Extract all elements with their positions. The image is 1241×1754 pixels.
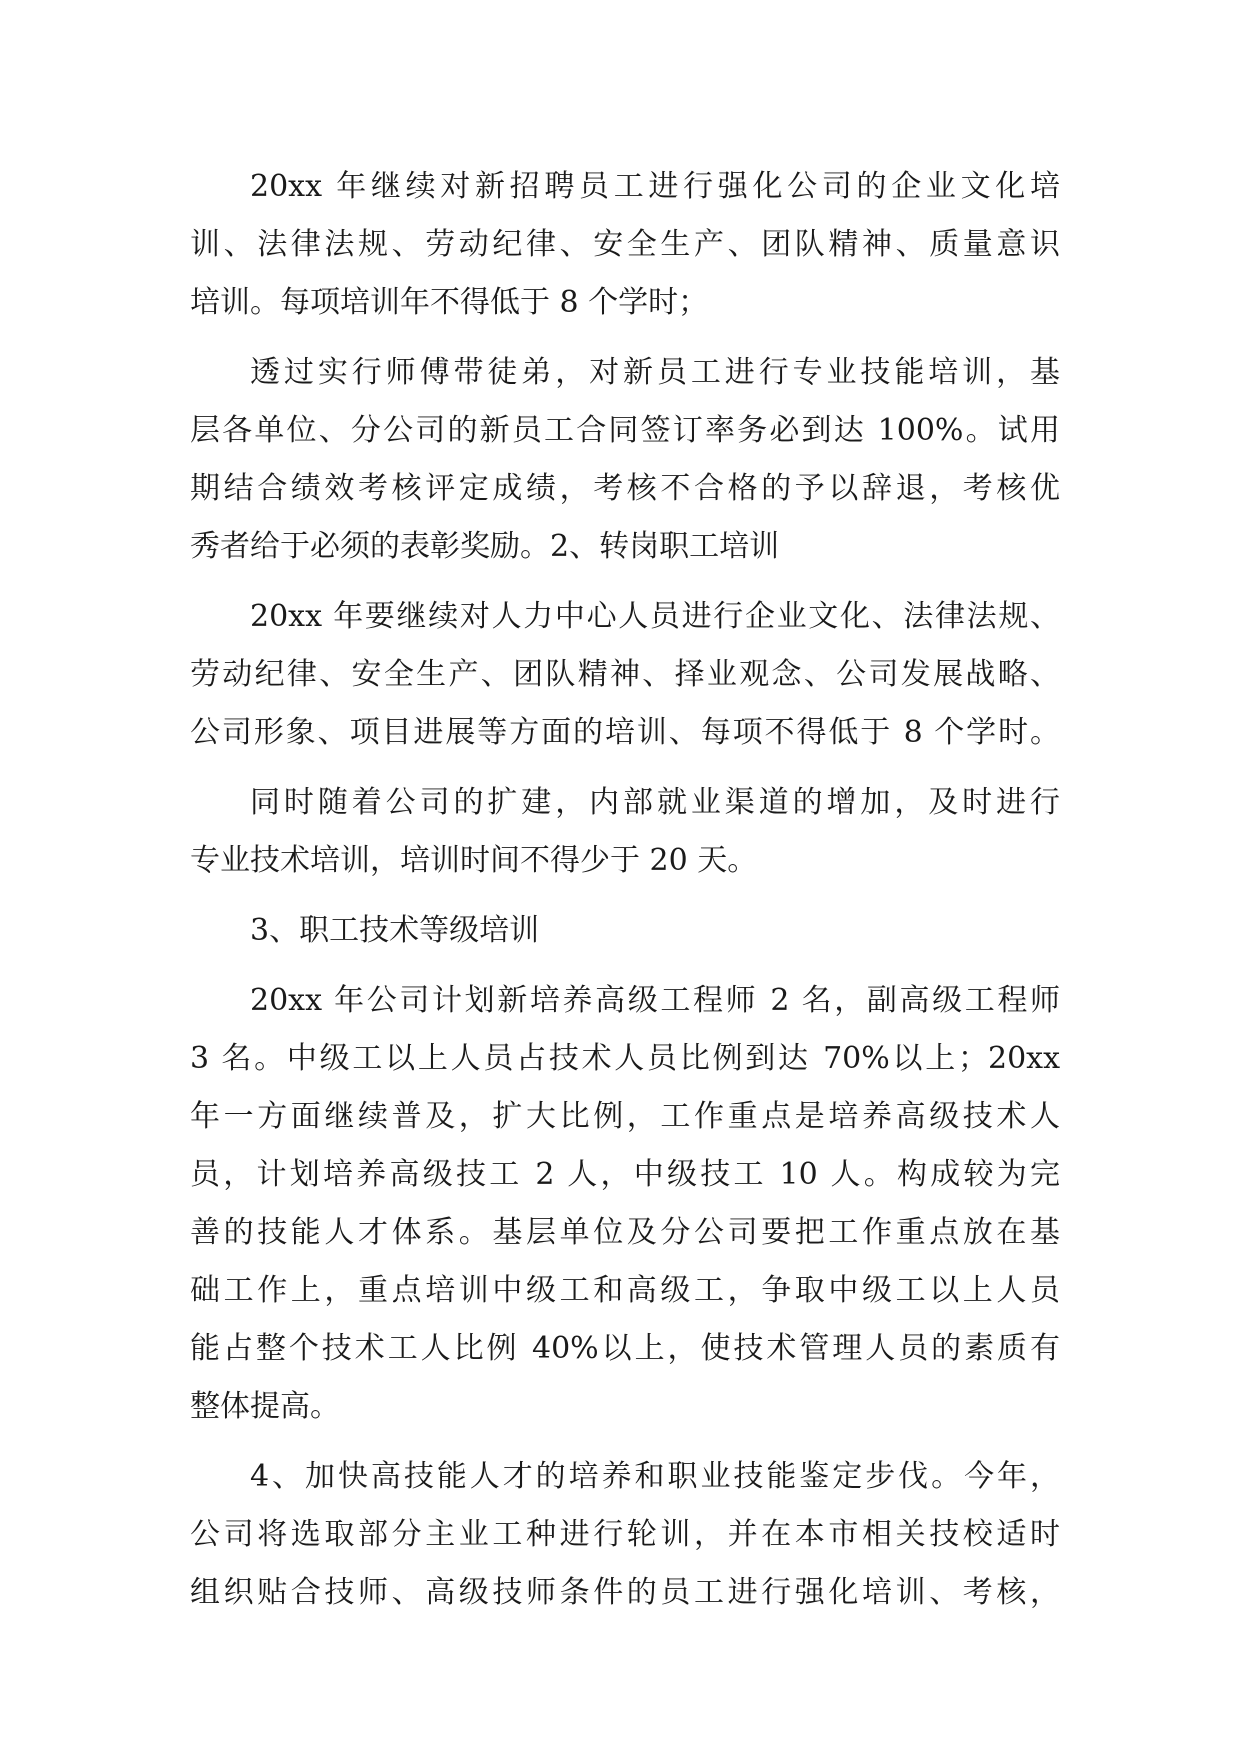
- text-line: 能占整个技术工人比例 40%以上，使技术管理人员的素质有: [190, 1331, 1060, 1366]
- text-line: 层各单位、分公司的新员工合同签订率务必到达 100%。试用: [190, 413, 1060, 448]
- text-line: 同时随着公司的扩建，内部就业渠道的增加，及时进行: [250, 785, 1060, 820]
- text-line: 公司形象、项目进展等方面的培训、每项不得低于 8 个学时。: [190, 715, 1060, 750]
- text-line: 20xx 年要继续对人力中心人员进行企业文化、法律法规、: [250, 599, 1060, 634]
- paragraph-expansion: [190, 774, 1060, 890]
- text-line: 年一方面继续普及，扩大比例，工作重点是培养高级技术人: [190, 1099, 1060, 1134]
- text-line: 整体提高。: [190, 1389, 340, 1424]
- text-line: 3、职工技术等级培训: [250, 913, 540, 948]
- text-line: 培训。每项培训年不得低于 8 个学时；: [190, 285, 709, 320]
- paragraph-engineer-plan: [190, 972, 1060, 1436]
- text-line: 4、加快高技能人才的培养和职业技能鉴定步伐。今年，: [250, 1459, 1060, 1494]
- paragraph-high-skill-talent: [190, 1448, 1060, 1622]
- document-body: [190, 158, 1060, 1622]
- text-line: 专业技术培训，培训时间不得少于 20 天。: [190, 843, 758, 878]
- text-line: 3 名。中级工以上人员占技术人员比例到达 70%以上；20xx: [190, 1041, 1060, 1076]
- paragraph-new-employee-training: [190, 158, 1060, 332]
- text-line: 期结合绩效考核评定成绩，考核不合格的予以辞退，考核优: [190, 471, 1060, 506]
- text-line: 员，计划培养高级技工 2 人，中级技工 10 人。构成较为完: [190, 1157, 1060, 1192]
- text-line: 20xx 年公司计划新培养高级工程师 2 名，副高级工程师: [250, 983, 1060, 1018]
- paragraph-transfer-training: [190, 588, 1060, 762]
- text-line: 秀者给于必须的表彰奖励。2、转岗职工培训: [190, 529, 780, 564]
- text-line: 20xx 年继续对新招聘员工进行强化公司的企业文化培: [250, 169, 1060, 204]
- text-line: 公司将选取部分主业工种进行轮训，并在本市相关技校适时: [190, 1517, 1060, 1552]
- text-line: 透过实行师傅带徒弟，对新员工进行专业技能培训，基: [250, 355, 1060, 390]
- text-line: 组织贴合技师、高级技师条件的员工进行强化培训、考核，: [190, 1575, 1060, 1610]
- text-line: 善的技能人才体系。基层单位及分公司要把工作重点放在基: [190, 1215, 1060, 1250]
- text-line: 训、法律法规、劳动纪律、安全生产、团队精神、质量意识: [190, 227, 1060, 262]
- section-heading-skill-level-training: [190, 902, 1060, 960]
- text-line: 础工作上，重点培训中级工和高级工，争取中级工以上人员: [190, 1273, 1060, 1308]
- paragraph-apprenticeship: [190, 344, 1060, 576]
- text-line: 劳动纪律、安全生产、团队精神、择业观念、公司发展战略、: [190, 657, 1060, 692]
